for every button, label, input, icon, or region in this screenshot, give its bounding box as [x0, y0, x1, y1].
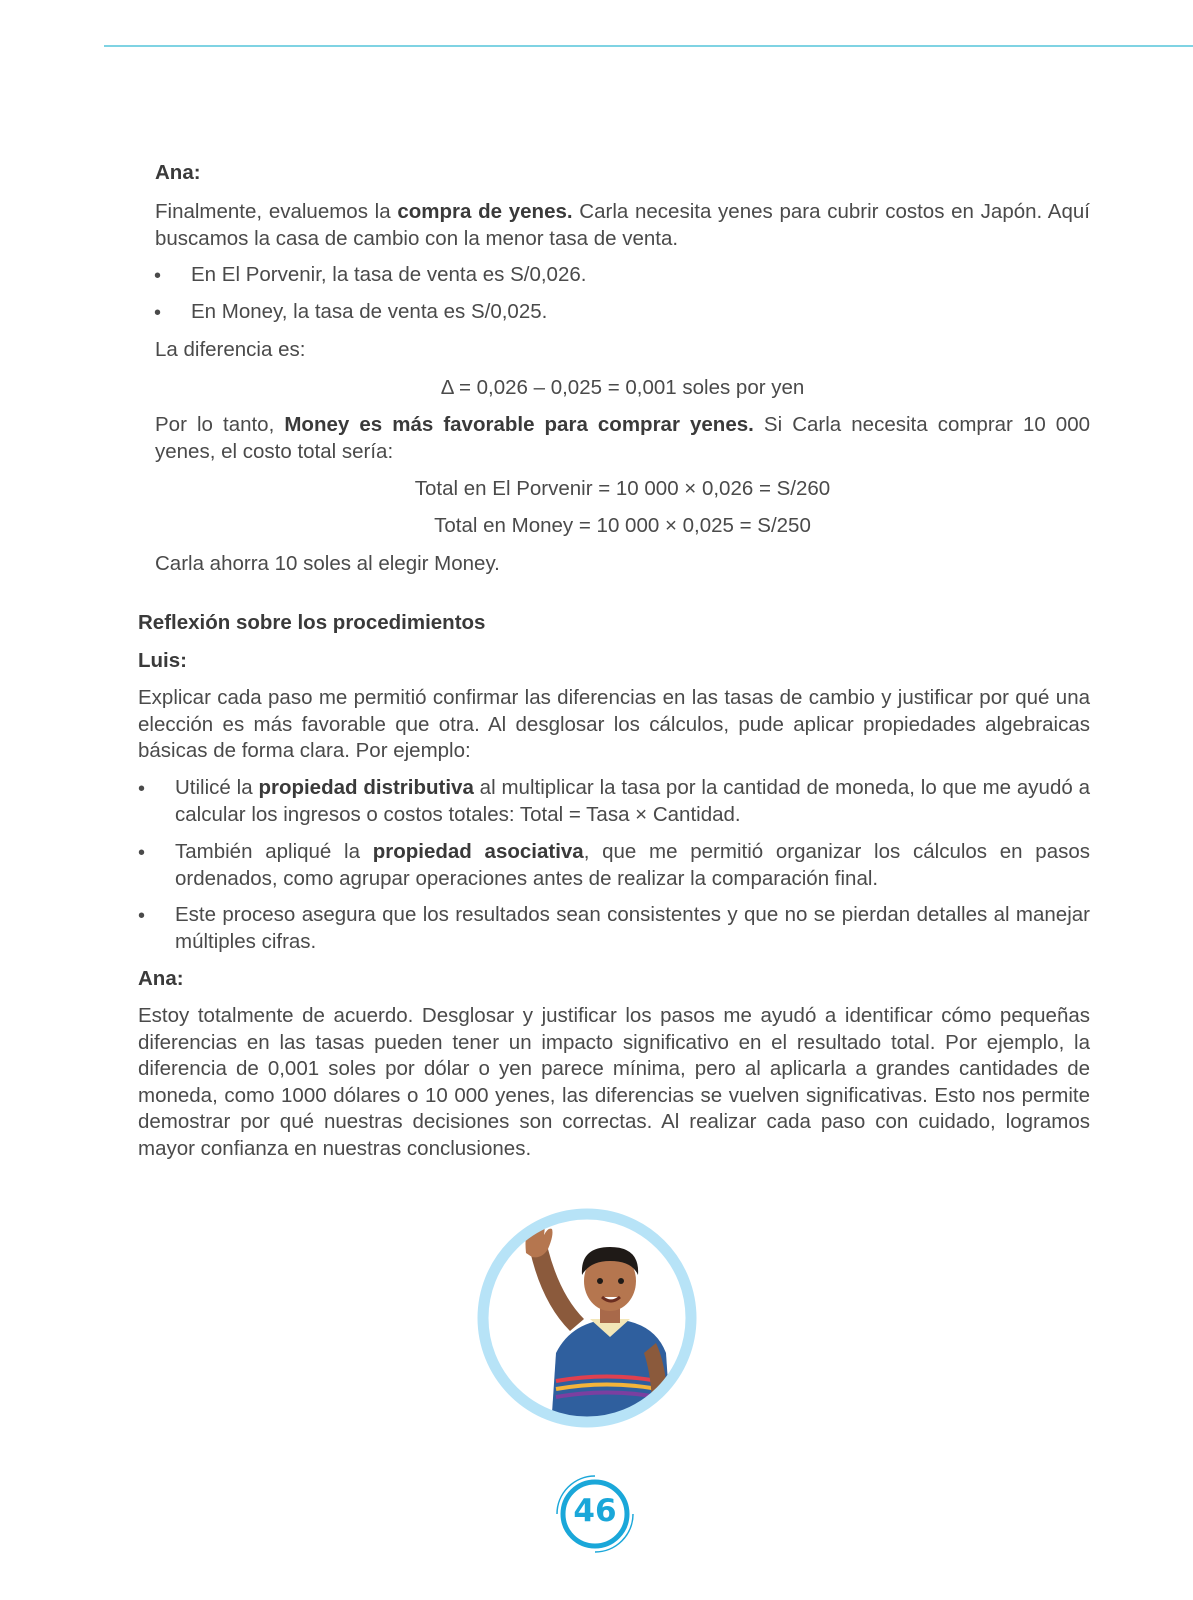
text-run: Si Carla necesita comprar 10 000 yenes, el costo total sería:: [155, 413, 1091, 463]
bullet-dot: •: [138, 905, 146, 927]
luis-paragraph: Explicar cada paso me permitió confirmar las diferencias en las tasas de cambio y justificar por qué una elección es más favorable que otra. Al desglosar los cálculos, pude aplicar propiedades algebraicas básicas de forma clara. Por ejemplo:: [138, 686, 1090, 762]
bullet-dot: •: [154, 265, 162, 287]
text-run: También apliqué la: [175, 840, 373, 863]
text-run: Carla necesita yenes para cubrir costos en Japón. Aquí buscamos la casa de cambio con la menor tasa de venta.: [155, 200, 1090, 250]
reflection-heading: Reflexión sobre los procedimientos: [138, 611, 486, 634]
speaker-ana-label: Ana:: [155, 161, 201, 184]
bullet-dot: •: [154, 302, 162, 324]
formula-delta: Δ = 0,026 – 0,025 = 0,001 soles por yen: [440, 376, 805, 399]
bold-run: compra de yenes.: [397, 200, 573, 223]
bullet-item-el-porvenir: En El Porvenir, la tasa de venta es S/0,026.: [191, 263, 587, 286]
bullet-item-money: En Money, la tasa de venta es S/0,025.: [191, 300, 548, 323]
page-number: 46: [573, 1493, 617, 1529]
yen-purchase-paragraph: [155, 199, 1090, 252]
bullet-dot: •: [138, 778, 146, 800]
bold-run: Money es más favorable para comprar yenes.: [284, 413, 754, 436]
formula-total-el-porvenir: Total en El Porvenir = 10 000 × 0,026 = S/260: [414, 477, 831, 500]
savings-conclusion: Carla ahorra 10 soles al elegir Money.: [155, 552, 500, 575]
text-run: Finalmente, evaluemos la: [155, 200, 398, 223]
speaker-luis-label: Luis:: [138, 649, 187, 672]
speaker-ana-label-2: Ana:: [138, 967, 184, 990]
difference-label: La diferencia es:: [155, 338, 306, 361]
header-rule: [104, 45, 1193, 47]
money-favorable-paragraph: [155, 412, 1090, 465]
bullet-consistency: Este proceso asegura que los resultados sean consistentes y que no se pierdan detalles al manejar múltiples cifras.: [175, 903, 1090, 953]
text-run: al multiplicar la tasa por la cantidad de moneda, lo que me ayudó a calcular los ingresos o costos totales: Total = Tasa × Cantidad.: [175, 776, 1090, 826]
ana-paragraph: Estoy totalmente de acuerdo. Desglosar y justificar los pasos me ayudó a identificar cómo pequeñas diferencias en las tasas pueden tener un impacto significativo en el resultado total. Por ejemplo, la diferencia de 0,001 soles por dólar o yen parece mínima, pero al aplicarla a grandes cantidades de moneda, como 1000 dólares o 10 000 yenes, las diferencias se vuelven significativas. Esto nos permite demostrar por qué nuestras decisiones son correctas. Al realizar cada paso con cuidado, logramos mayor confianza en nuestras conclusiones.: [138, 1004, 1090, 1160]
waving-boy-illustration: [472, 1203, 702, 1433]
bold-run: propiedad asociativa: [372, 840, 584, 863]
formula-total-money: Total en Money = 10 000 × 0,025 = S/250: [434, 514, 811, 537]
text-run: , que me permitió organizar los cálculos en pasos ordenados, como agrupar operaciones antes de realizar la comparación final.: [175, 840, 1091, 890]
text-run: Utilicé la: [175, 776, 259, 799]
bold-run: propiedad distributiva: [258, 776, 474, 799]
text-run: Por lo tanto,: [155, 413, 285, 436]
bullet-dot: •: [138, 842, 146, 864]
bullet-associative: [175, 839, 1090, 892]
bullet-distributive: [175, 775, 1090, 828]
